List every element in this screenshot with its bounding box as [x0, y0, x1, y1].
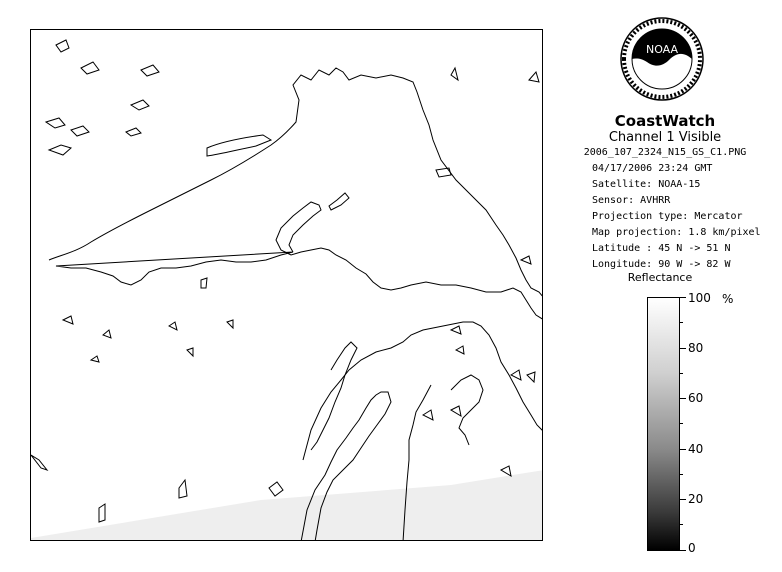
colorbar-tick-label: 60 — [688, 391, 704, 405]
longitude-label: Longitude: 90 W -> 82 W — [592, 259, 731, 270]
map-projection-label: Map projection: 1.8 km/pixel — [592, 227, 761, 238]
colorbar-tick — [680, 550, 686, 551]
colorbar-tick — [680, 499, 686, 500]
lake-superior-shoreline — [49, 68, 543, 320]
projection-type-label: Projection type: Mercator — [592, 211, 743, 222]
colorbar-tick — [680, 449, 686, 450]
green-bay-shoreline — [311, 342, 357, 450]
colorbar-tick-label: 0 — [688, 541, 696, 555]
latitude-label: Latitude : 45 N -> 51 N — [592, 243, 731, 254]
coastlines — [31, 40, 543, 541]
page-title: CoastWatch — [614, 112, 716, 130]
satellite-label: Satellite: NOAA-15 — [592, 179, 701, 190]
lake-huron-shoreline — [451, 375, 483, 445]
noaa-emblem-icon — [619, 16, 705, 102]
colorbar-tick-label: 40 — [688, 442, 704, 456]
colorbar-unit: % — [722, 292, 734, 306]
colorbar-title: Reflectance — [627, 271, 693, 284]
logo-agency-label: NOAA — [645, 43, 679, 56]
colorbar-tick-label: 20 — [688, 492, 704, 506]
colorbar-minor-tick — [680, 322, 683, 323]
colorbar-minor-tick — [680, 474, 683, 475]
channel-subtitle: Channel 1 Visible — [608, 130, 722, 145]
sensor-label: Sensor: AVHRR — [592, 195, 671, 206]
colorbar-tick — [680, 297, 686, 298]
filename-label: 2006_107_2324_N15_GS_C1.PNG — [583, 147, 747, 158]
colorbar-tick — [680, 398, 686, 399]
datetime-label: 04/17/2006 23:24 GMT — [592, 163, 713, 174]
coastline-map — [31, 30, 543, 541]
keweenaw-point — [329, 193, 349, 210]
map-panel — [30, 29, 543, 541]
haze-region — [31, 470, 543, 541]
colorbar-minor-tick — [680, 423, 683, 424]
colorbar-tick — [680, 348, 686, 349]
colorbar-tick-label: 100 — [688, 291, 711, 305]
noaa-logo — [619, 16, 705, 102]
colorbar-minor-tick — [680, 373, 683, 374]
isle-royale — [207, 135, 271, 156]
colorbar-tick-label: 80 — [688, 341, 704, 355]
colorbar-minor-tick — [680, 524, 683, 525]
reflectance-colorbar — [647, 297, 680, 551]
